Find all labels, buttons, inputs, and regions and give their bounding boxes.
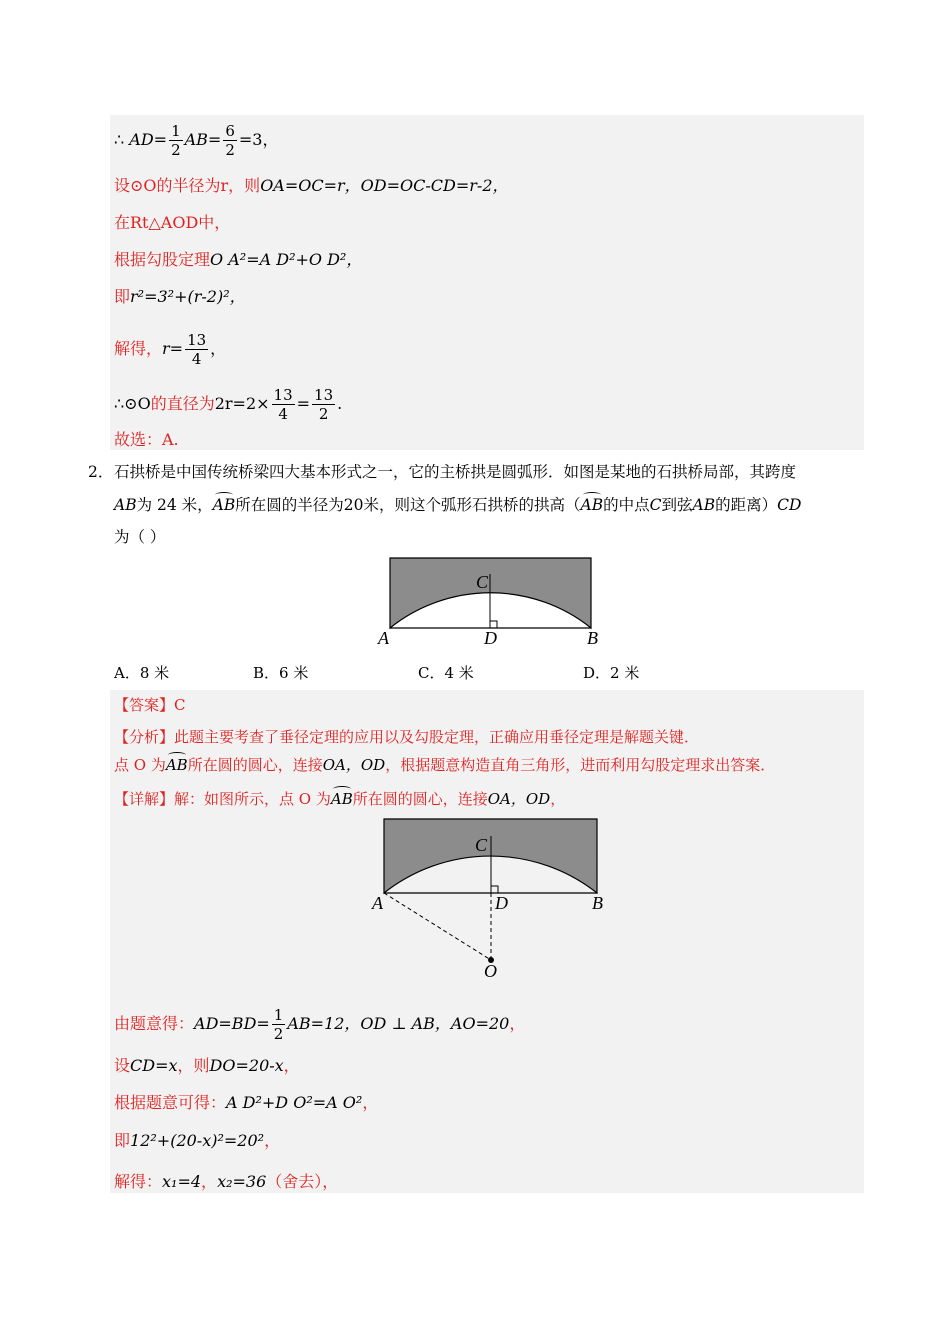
detail-line: 【详解】解：如图所示，点 O 为AB所在圆的圆心，连接OA，OD，: [114, 790, 566, 808]
fraction: $\frac{13}{2}$: [314, 386, 334, 423]
label-a: A: [378, 628, 389, 648]
label-a-2: A: [372, 893, 383, 913]
analysis-line: 【分析】此题主要考查了垂径定理的应用以及勾股定理，正确应用垂径定理是解题关键．: [114, 728, 700, 746]
label-d-2: D: [495, 893, 508, 913]
option-d[interactable]: D．2 米: [583, 664, 640, 682]
sol1-line6: 解得，r= $\frac{13}{4}$ ，: [114, 331, 227, 368]
question-text-line2: AB为 24 米，AB所在圆的半径为20米，则这个弧形石拱桥的拱高（AB的中点C到弦AB的距离）CD: [114, 496, 802, 514]
option-a[interactable]: A．8 米: [114, 664, 170, 682]
sol2-line4: 即12²+(20-x)²=20²，: [114, 1131, 281, 1150]
answer-line: 【答案】C: [114, 696, 186, 714]
question-number: 2．: [88, 463, 114, 481]
sol1-line1: ∴ AD= $\frac{1}{2}$ AB= $\frac{6}{2}$ =3，: [114, 122, 279, 159]
option-c[interactable]: C．4 米: [418, 664, 474, 682]
sol2-line3: 根据题意可得：A D²+D O²=A O²，: [114, 1093, 379, 1112]
sol1-line5: 即r²=3²+(r-2)²，: [114, 287, 246, 306]
label-c: C: [476, 572, 489, 592]
label-o: O: [484, 961, 497, 981]
label-d: D: [484, 628, 497, 648]
bridge-figure-with-center: [365, 812, 615, 982]
label-c-2: C: [475, 835, 488, 855]
question-text-line1: 石拱桥是中国传统桥梁四大基本形式之一，它的主桥拱是圆弧形．如图是某地的石拱桥局部，其跨度: [114, 463, 797, 481]
sol1-line7: ∴⊙O的直径为2r=2× $\frac{13}{4}$ = $\frac{13}{2}$ .: [114, 386, 343, 423]
bridge-figure: [370, 550, 610, 650]
fraction: $\frac{1}{2}$: [273, 1006, 284, 1043]
fraction: $\frac{6}{2}$: [225, 122, 235, 159]
sol2-line1: 由题意得：AD=BD= $\frac{1}{2}$ AB=12，OD ⊥ AB，AO=20，: [114, 1006, 526, 1043]
sol1-line8: 故选：A.: [114, 430, 179, 449]
right-angle-mark: [490, 621, 497, 628]
sol2-line5: 解得：x₁=4，x₂=36（舍去），: [114, 1172, 339, 1191]
question-text-line3: 为（ ）: [114, 528, 166, 546]
option-b[interactable]: B．6 米: [253, 664, 309, 682]
segment-oa: [384, 893, 491, 960]
sol1-line2: 设⊙O的半径为r，则OA=OC=r，OD=OC-CD=r-2，: [114, 176, 509, 195]
fraction: $\frac{13}{4}$: [187, 331, 207, 368]
sol1-line4: 根据勾股定理O A²=A D²+O D²，: [114, 250, 363, 269]
label-b: B: [587, 628, 598, 648]
label-b-2: B: [592, 893, 603, 913]
sol1-line3: 在Rt△AOD中，: [114, 213, 231, 232]
fraction: $\frac{13}{4}$: [273, 386, 293, 423]
sol2-line2: 设CD=x，则DO=20-x，: [114, 1056, 300, 1075]
analysis-line2: 点 O 为AB所在圆的圆心，连接OA，OD，根据题意构造直角三角形，进而利用勾股定理求出答案．: [114, 756, 776, 774]
right-angle-mark-2: [491, 886, 498, 893]
fraction: $\frac{1}{2}$: [171, 122, 181, 159]
